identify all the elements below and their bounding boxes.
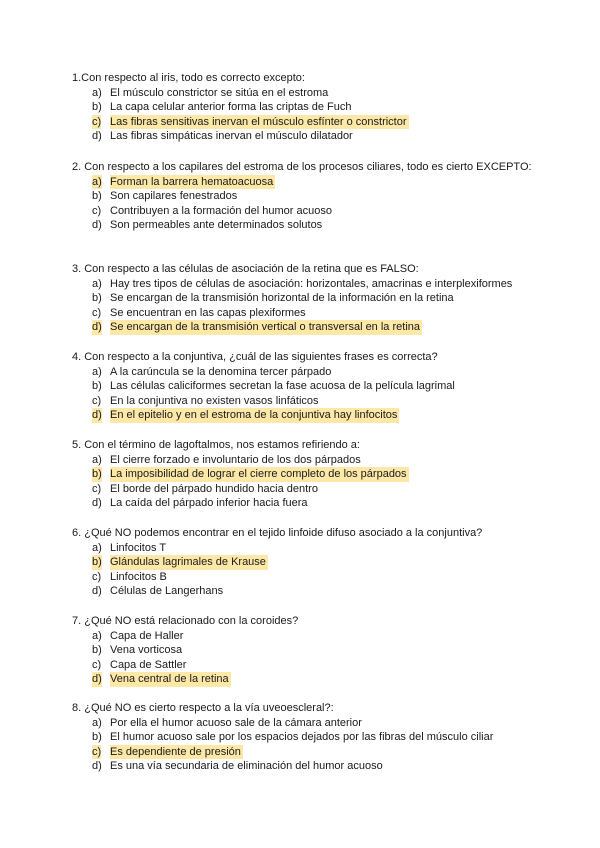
option-letter: b) [92,101,102,114]
option-c [72,204,542,219]
option-letter: a) [92,541,102,554]
option-text: Capa de Sattler [110,658,187,671]
option-list [72,453,542,511]
option-letter: c) [92,204,102,217]
option-letter: b) [92,468,102,481]
option-letter: b) [92,380,102,393]
option-letter: d) [92,673,102,686]
option-letter: d) [92,497,102,510]
option-text: Las fibras sensitivas inervan el músculo esfínter o constrictor [110,115,407,128]
option-b [72,379,542,394]
option-d [72,496,542,511]
option-text: Vena vorticosa [110,644,183,657]
option-text: El cierre forzado e involuntario de los dos párpados [110,453,361,466]
option-a [72,277,542,292]
option-letter: b) [92,292,102,305]
option-letter: c) [92,482,102,495]
question-1 [72,71,542,144]
option-text: Vena central de la retina [110,673,229,686]
question-text: 6. ¿Qué NO podemos encontrar en el tejido linfoide difuso asociado a la conjuntiva? [72,527,483,539]
option-letter: c) [92,570,102,583]
option-letter: b) [92,556,102,569]
option-letter: c) [92,115,102,128]
option-letter: b) [92,190,102,203]
option-d-highlighted [72,672,542,687]
option-text: Las fibras simpáticas inervan el músculo dilatador [110,130,353,143]
option-a [72,365,542,380]
option-a [72,453,542,468]
option-list [72,277,542,335]
option-text: Se encargan de la transmisión horizontal de la información en la retina [110,292,454,305]
option-b [72,100,542,115]
option-letter: d) [92,409,102,422]
option-list [72,629,542,687]
question-text: 7. ¿Qué NO está relacionado con la coroides? [72,615,299,627]
option-text: Linfocitos B [110,570,167,583]
option-text: Es una vía secundaria de eliminación del humor acuoso [110,760,383,773]
option-a-highlighted [72,175,542,190]
option-text: La caída del párpado inferior hacia fuera [110,497,308,510]
option-letter: d) [92,130,102,143]
option-letter: c) [92,394,102,407]
option-text: Se encuentran en las capas plexiformes [110,306,306,319]
option-d-highlighted [72,408,542,423]
option-text: El humor acuoso sale por los espacios dejados por las fibras del músculo ciliar [110,731,494,744]
option-letter: a) [92,277,102,290]
option-d [72,129,542,144]
option-text: Glándulas lagrimales de Krause [110,556,266,569]
option-letter: d) [92,321,102,334]
option-letter: d) [92,760,102,773]
option-text: Se encargan de la transmisión vertical o transversal en la retina [110,321,420,334]
option-text: Hay tres tipos de células de asociación: horizontales, amacrinas e interplexiformes [110,277,513,290]
option-letter: a) [92,453,102,466]
option-b-highlighted [72,555,542,570]
option-letter: d) [92,219,102,232]
option-list [72,365,542,423]
option-text: Son permeables ante determinados solutos [110,219,323,232]
option-c [72,394,542,409]
option-b-highlighted [72,467,542,482]
option-list [72,716,542,774]
option-b [72,291,542,306]
option-b [72,643,542,658]
option-letter: a) [92,86,102,99]
option-text: Capa de Haller [110,629,184,642]
question-text: 4. Con respecto a la conjuntiva, ¿cuál de las siguientes frases es correcta? [72,351,438,363]
option-list [72,86,542,144]
question-text: 3. Con respecto a las células de asociación de la retina que es FALSO: [72,263,419,275]
option-text: La capa celular anterior forma las criptas de Fuch [110,101,352,114]
option-letter: b) [92,731,102,744]
question-text: 2. Con respecto a los capilares del estroma de los procesos ciliares, todo es cierto EXCEPTO: [72,161,532,173]
option-letter: b) [92,644,102,657]
option-letter: a) [92,365,102,378]
question-text: 1.Con respecto al iris, todo es correcto excepto: [72,72,305,84]
question-7 [72,614,542,687]
option-a [72,716,542,731]
option-text: Células de Langerhans [110,585,224,598]
option-c [72,482,542,497]
option-text: El borde del párpado hundido hacia dentro [110,482,318,495]
option-letter: c) [92,306,102,319]
option-text: Es dependiente de presión [110,745,241,758]
option-list [72,175,542,233]
question-text: 8. ¿Qué NO es cierto respecto a la vía uveoescleral?: [72,702,334,714]
option-text: El músculo constrictor se sitúa en el estroma [110,86,329,99]
option-a [72,86,542,101]
option-letter: a) [92,629,102,642]
option-d [72,584,542,599]
option-text: Linfocitos T [110,541,167,554]
option-letter: c) [92,745,102,758]
option-b [72,730,542,745]
option-text: Contribuyen a la formación del humor acuoso [110,204,332,217]
question-8 [72,701,542,774]
question-3 [72,262,542,335]
option-text: Las células caliciformes secretan la fase acuosa de la película lagrimal [110,380,455,393]
option-a [72,629,542,644]
option-text: La imposibilidad de lograr el cierre completo de los párpados [110,468,407,481]
question-5 [72,438,542,511]
option-d [72,759,542,774]
option-c [72,306,542,321]
option-letter: c) [92,658,102,671]
option-text: Por ella el humor acuoso sale de la cámara anterior [110,716,362,729]
option-c [72,570,542,585]
option-text: En la conjuntiva no existen vasos linfáticos [110,394,319,407]
option-b [72,189,542,204]
option-c [72,658,542,673]
option-d [72,218,542,233]
question-2 [72,160,542,233]
option-letter: d) [92,585,102,598]
option-d-highlighted [72,320,542,335]
option-text: A la carúncula se la denomina tercer párpado [110,365,332,378]
option-c-highlighted [72,115,542,130]
option-letter: a) [92,175,102,188]
option-text: Forman la barrera hematoacuosa [110,175,274,188]
option-letter: a) [92,716,102,729]
question-4 [72,350,542,423]
option-list [72,541,542,599]
option-text: En el epitelio y en el estroma de la conjuntiva hay linfocitos [110,409,398,422]
option-c-highlighted [72,745,542,760]
question-6 [72,526,542,599]
option-text: Son capilares fenestrados [110,190,238,203]
option-a [72,541,542,556]
question-text: 5. Con el término de lagoftalmos, nos estamos refiriendo a: [72,439,360,451]
